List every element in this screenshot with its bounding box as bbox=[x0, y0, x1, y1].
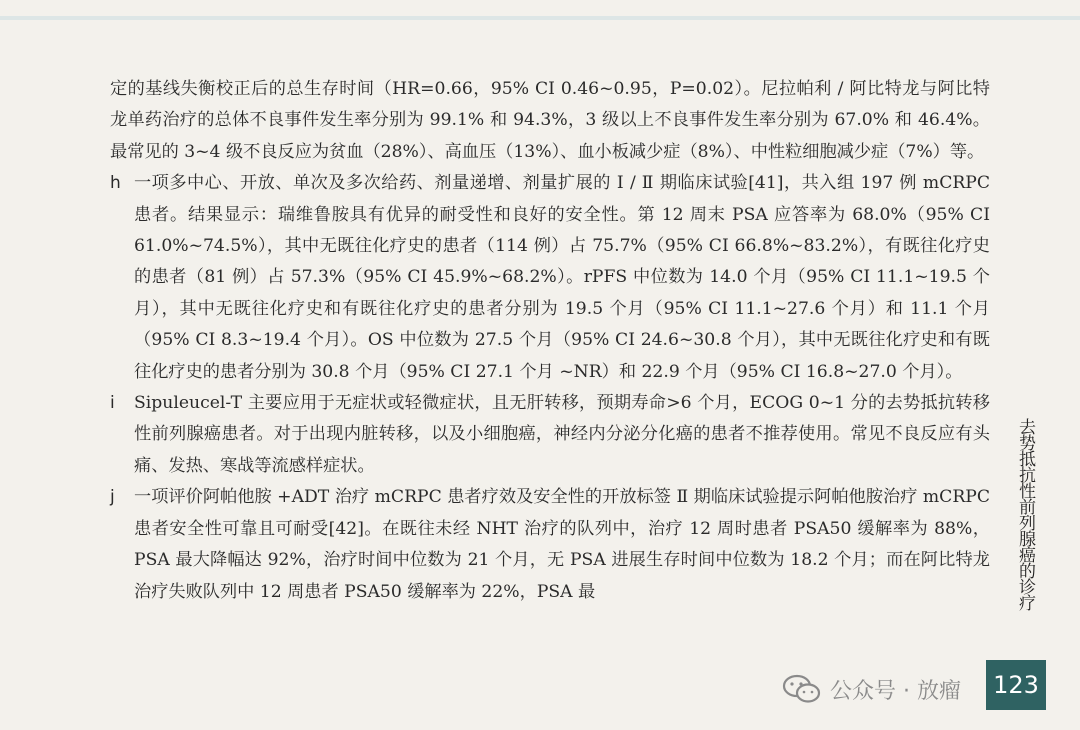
paragraph-i bbox=[110, 388, 990, 482]
paragraph-text: Sipuleucel-T 主要应用于无症状或轻微症状，且无肝转移，预期寿命>6 个月，ECOG 0~1 分的去势抵抗转移性前列腺癌患者。对于出现内脏转移，以及小细胞癌，神经内分泌分化癌的患者不推荐使用。常见不良反应有头痛、发热、寒战等流感样症状。 bbox=[134, 393, 990, 476]
page-number-badge bbox=[986, 660, 1046, 710]
paragraph-j bbox=[110, 482, 990, 608]
document-body bbox=[110, 74, 990, 608]
wechat-icon bbox=[782, 674, 822, 704]
paragraph-continued bbox=[110, 74, 990, 168]
page-number: 123 bbox=[993, 671, 1039, 699]
paragraph-text: 定的基线失衡校正后的总生存时间（HR=0.66，95% CI 0.46~0.95，P=0.02）。尼拉帕利 / 阿比特龙与阿比特龙单药治疗的总体不良事件发生率分别为 99.1% 和 94.3%，3 级以上不良事件发生率分别为 67.0% 和 46.4%。最常见的 3~4 级不良反应为贫血（28%）、高血压（13%）、血小板减少症（8%）、中性粒细胞减少症（7%）等。 bbox=[110, 79, 990, 162]
header-rule bbox=[0, 16, 1080, 20]
paragraph-label: h bbox=[110, 173, 121, 194]
wechat-watermark bbox=[782, 672, 961, 706]
chapter-side-label: 去势抵抗性前列腺癌的诊疗 bbox=[1015, 418, 1035, 610]
paragraph-text: 一项评价阿帕他胺 +ADT 治疗 mCRPC 患者疗效及安全性的开放标签 Ⅱ 期临床试验提示阿帕他胺治疗 mCRPC 患者安全性可靠且可耐受[42]。在既往未经 NHT 治疗的队列中，治疗 12 周时患者 PSA50 缓解率为 88%，PSA 最大降幅达 92%，治疗时间中位数为 21 个月，无 PSA 进展生存时间中位数为 18.2 个月；而在阿比特龙治疗失败队列中 12 周患者 PSA50 缓解率为 22%，PSA 最 bbox=[134, 487, 990, 602]
paragraph-text: 一项多中心、开放、单次及多次给药、剂量递增、剂量扩展的 Ⅰ / Ⅱ 期临床试验[41]，共入组 197 例 mCRPC 患者。结果显示：瑞维鲁胺具有优异的耐受性和良好的安全性。第 12 周末 PSA 应答率为 68.0%（95% CI 61.0%~74.5%），其中无既往化疗史的患者（114 例）占 75.7%（95% CI 66.8%~83.2%），有既往化疗史的患者（81 例）占 57.3%（95% CI 45.9%~68.2%）。rPFS 中位数为 14.0 个月（95% CI 11.1~19.5 个月），其中无既往化疗史和有既往化疗史的患者分别为 19.5 个月（95% CI 11.1~27.6 个月）和 11.1 个月（95% CI 8.3~19.4 个月）。OS 中位数为 27.5 个月（95% CI 24.6~30.8 个月），其中无既往化疗史和有既往化疗史的患者分别为 30.8 个月（95% CI 27.1 个月 ~NR）和 22.9 个月（95% CI 16.8~27.0 个月）。 bbox=[134, 173, 990, 382]
paragraph-label: j bbox=[110, 487, 115, 508]
paragraph-h bbox=[110, 168, 990, 388]
watermark-text: 公众号 · 放瘤 bbox=[830, 678, 961, 704]
paragraph-label: i bbox=[110, 393, 115, 414]
